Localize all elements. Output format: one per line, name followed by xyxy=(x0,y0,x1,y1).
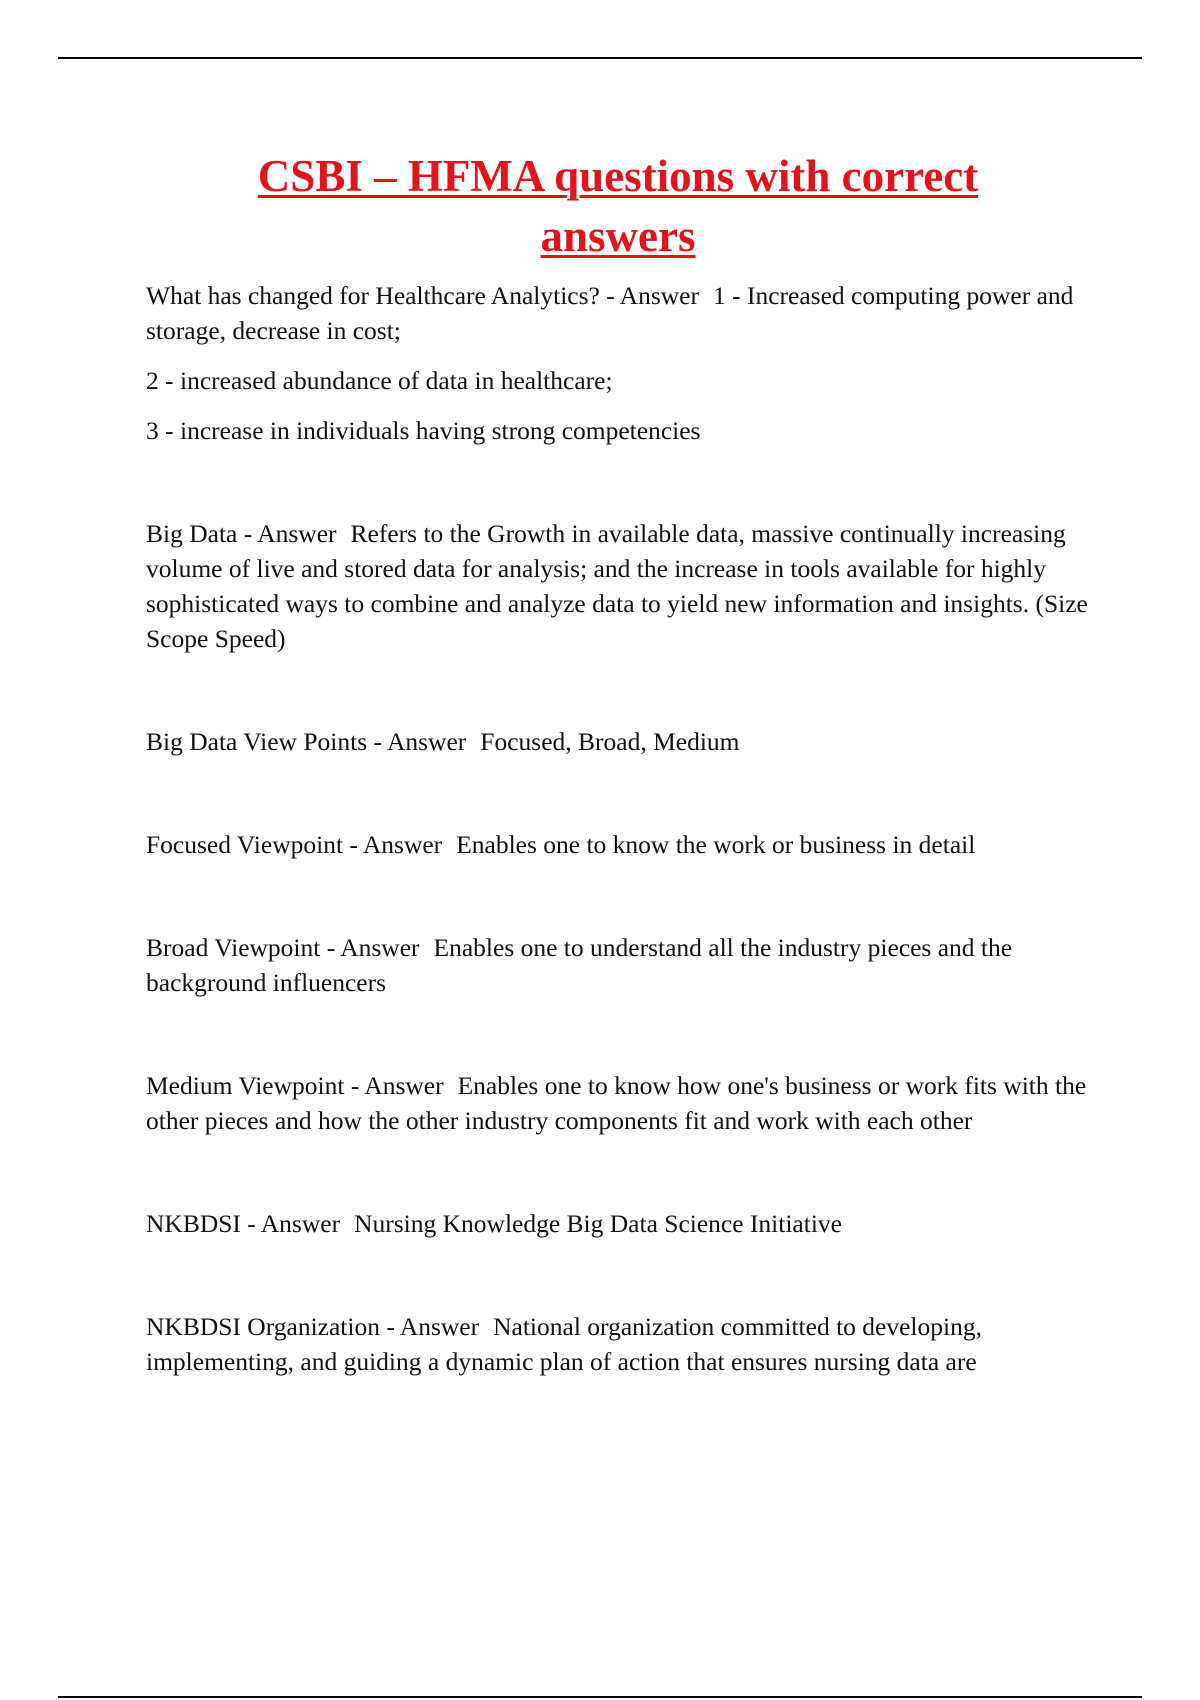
qa-entry xyxy=(146,724,1090,759)
qa-entry xyxy=(146,827,1090,862)
qa-question: Focused Viewpoint - Answer xyxy=(146,830,443,859)
qa-list xyxy=(146,278,1090,1379)
qa-answer: Enables one to know how one's business or work fits with the other pieces and how the other industry components fit and work with each other xyxy=(146,1071,1087,1135)
qa-entry xyxy=(146,930,1090,1000)
qa-answer: National organization committed to developing, implementing, and guiding a dynamic plan of action that ensures nursing data are xyxy=(146,1312,982,1376)
qa-item xyxy=(146,1206,1090,1241)
qa-item xyxy=(146,516,1090,656)
qa-question: Medium Viewpoint - Answer xyxy=(146,1071,444,1100)
title-line-2: answers xyxy=(540,211,696,261)
footer-rule xyxy=(58,1696,1142,1698)
qa-answer: Nursing Knowledge Big Data Science Initiative xyxy=(354,1209,842,1238)
qa-question: Broad Viewpoint - Answer xyxy=(146,933,420,962)
qa-item xyxy=(146,724,1090,759)
document-title xyxy=(146,146,1090,266)
qa-answer: Enables one to know the work or business in detail xyxy=(456,830,976,859)
qa-item xyxy=(146,827,1090,862)
qa-answer: 1 - Increased computing power and storage, decrease in cost; xyxy=(146,281,1074,345)
qa-entry xyxy=(146,1206,1090,1241)
qa-question: Big Data - Answer xyxy=(146,519,337,548)
qa-entry xyxy=(146,1068,1090,1138)
qa-question: What has changed for Healthcare Analytics? - Answer xyxy=(146,281,699,310)
qa-entry xyxy=(146,1309,1090,1379)
qa-item xyxy=(146,1309,1090,1379)
qa-answer-line: 2 - increased abundance of data in healthcare; xyxy=(146,366,613,395)
qa-answer: Focused, Broad, Medium xyxy=(480,727,740,756)
qa-question: NKBDSI Organization - Answer xyxy=(146,1312,480,1341)
qa-answer-line: 3 - increase in individuals having strong competencies xyxy=(146,416,701,445)
qa-question: Big Data View Points - Answer xyxy=(146,727,467,756)
qa-question: NKBDSI - Answer xyxy=(146,1209,341,1238)
qa-item xyxy=(146,930,1090,1000)
header-rule xyxy=(58,57,1142,59)
qa-entry xyxy=(146,516,1090,656)
qa-entry xyxy=(146,278,1090,348)
qa-answer: Enables one to understand all the industry pieces and the background influencers xyxy=(146,933,1013,997)
qa-item xyxy=(146,1068,1090,1138)
qa-answer: Refers to the Growth in available data, massive continually increasing volume of live and stored data for analysis; and the increase in tools available for highly sophisticated ways to combine and analyze data to yield new information and insights. (Size Scope Speed) xyxy=(146,519,1088,653)
qa-item xyxy=(146,278,1090,448)
title-line-1: CSBI – HFMA questions with correct xyxy=(257,151,979,201)
